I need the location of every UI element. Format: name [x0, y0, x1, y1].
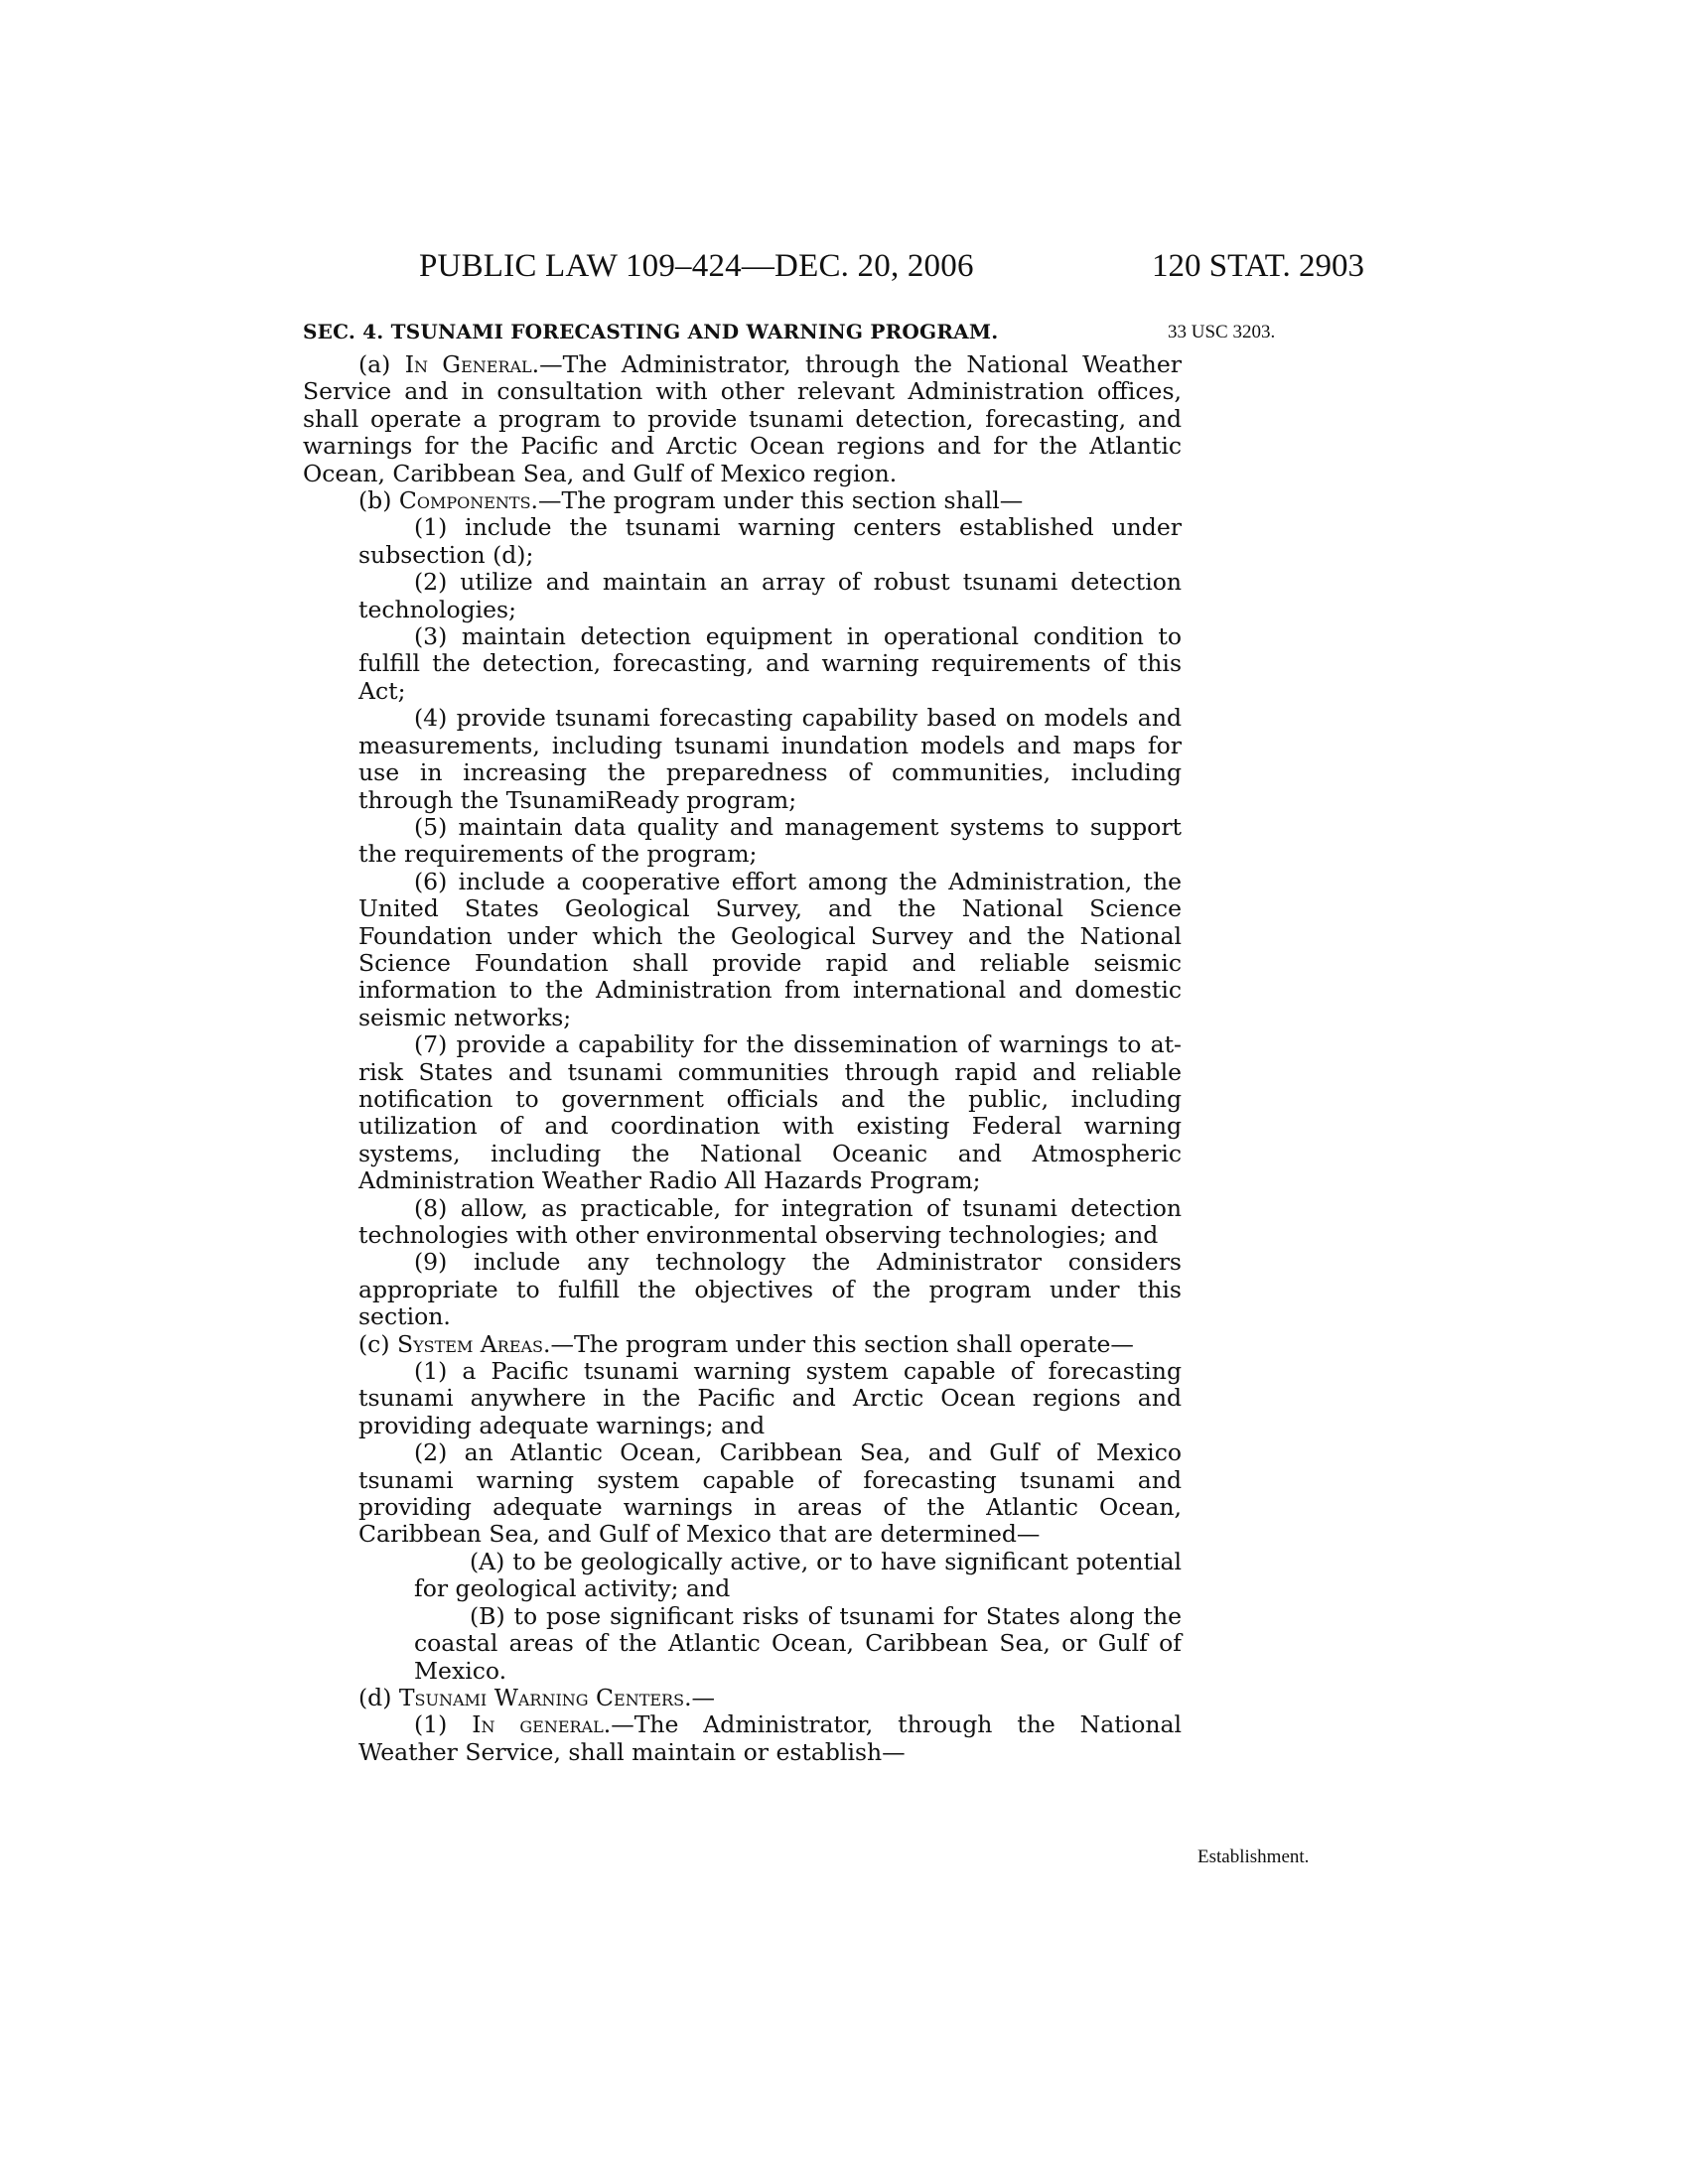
section-heading: SEC. 4. TSUNAMI FORECASTING AND WARNING PROGRAM. — [303, 320, 999, 343]
subsection-d: (d) Tsunami Warning Centers.— — [358, 1683, 716, 1711]
subsection-b-heading: Components — [398, 486, 531, 515]
paragraph-b8: (8) allow, as practicable, for integration of tsunami detection technologies with other environmental observing technologies; and — [358, 1193, 1182, 1249]
paragraph-b2: (2) utilize and maintain an array of robust tsunami detection technologies; — [358, 568, 1182, 623]
paragraph-b4: (4) provide tsunami forecasting capability based on models and measurements, including tsunami inundation models and maps for use in increasing the preparedness of communities, including through the TsunamiReady program; — [358, 704, 1182, 814]
statute-body — [303, 351, 1182, 1766]
subparagraph-c2b: (B) to pose significant risks of tsunami for States along the coastal areas of the Atlantic Ocean, Caribbean Sea, or Gulf of Mexico. — [414, 1601, 1182, 1685]
subsection-a: (a) In General.—The Administrator, through the National Weather Service and in consultation with other relevant Administration offices, shall operate a program to provide tsunami detection, forecasting, and warnings for the Pacific and Arctic Ocean regions and for the Atlantic Ocean, Caribbean Sea, and Gulf of Mexico region. — [303, 350, 1182, 487]
subsection-c-heading: System Areas — [396, 1329, 544, 1358]
usc-margin-note: 33 USC 3203. — [1168, 322, 1276, 342]
establishment-margin-note: Establishment. — [1197, 1846, 1310, 1867]
paragraph-b1: (1) include the tsunami warning centers established under subsection (d); — [358, 513, 1182, 569]
subparagraph-c2a: (A) to be geologically active, or to have significant potential for geological activity; and — [414, 1547, 1182, 1603]
paragraph-b5: (5) maintain data quality and management systems to support the requirements of the program; — [358, 812, 1182, 869]
running-head-title: PUBLIC LAW 109–424—DEC. 20, 2006 — [419, 248, 974, 284]
subsection-d-heading: Tsunami Warning Centers — [398, 1683, 685, 1711]
paragraph-d1-heading: In general — [472, 1710, 604, 1739]
paragraph-b7: (7) provide a capability for the dissemination of warnings to at-risk States and tsunami communities through rapid and reliable notification to government officials and the public, including utilization of and coordination with existing Federal warning systems, including the National Oceanic and Atmospheric Administration Weather Radio All Hazards Program; — [358, 1030, 1182, 1195]
paragraph-b9: (9) include any technology the Administrator considers appropriate to fulfill the objectives of the program under this section. — [358, 1248, 1182, 1331]
subsection-c: (c) System Areas.—The program under this section shall operate— — [358, 1329, 1134, 1358]
paragraph-d1: (1) In general.—The Administrator, through the National Weather Service, shall maintain or establish— — [358, 1710, 1183, 1766]
subsection-a-heading: In General — [404, 350, 532, 378]
statute-page-number: 120 STAT. 2903 — [1152, 248, 1365, 284]
paragraph-c2: (2) an Atlantic Ocean, Caribbean Sea, and Gulf of Mexico tsunami warning system capable of forecasting tsunami and providing adequate warnings in areas of the Atlantic Ocean, Caribbean Sea, and Gulf of Mexico that are determined— — [358, 1438, 1182, 1549]
paragraph-b6: (6) include a cooperative effort among the Administration, the United States Geological Survey, and the National Science Foundation under which the Geological Survey and the National Science Foundation shall provide rapid and reliable seismic information to the Administration from international and domestic seismic networks; — [358, 867, 1182, 1031]
paragraph-c1: (1) a Pacific tsunami warning system capable of forecasting tsunami anywhere in the Pacific and Arctic Ocean regions and providing adequate warnings; and — [358, 1357, 1182, 1439]
page-header — [0, 248, 1688, 288]
paragraph-b3: (3) maintain detection equipment in operational condition to fulfill the detection, forecasting, and warning requirements of this Act; — [358, 622, 1182, 705]
subsection-b: (b) Components.—The program under this section shall— — [358, 486, 1024, 515]
